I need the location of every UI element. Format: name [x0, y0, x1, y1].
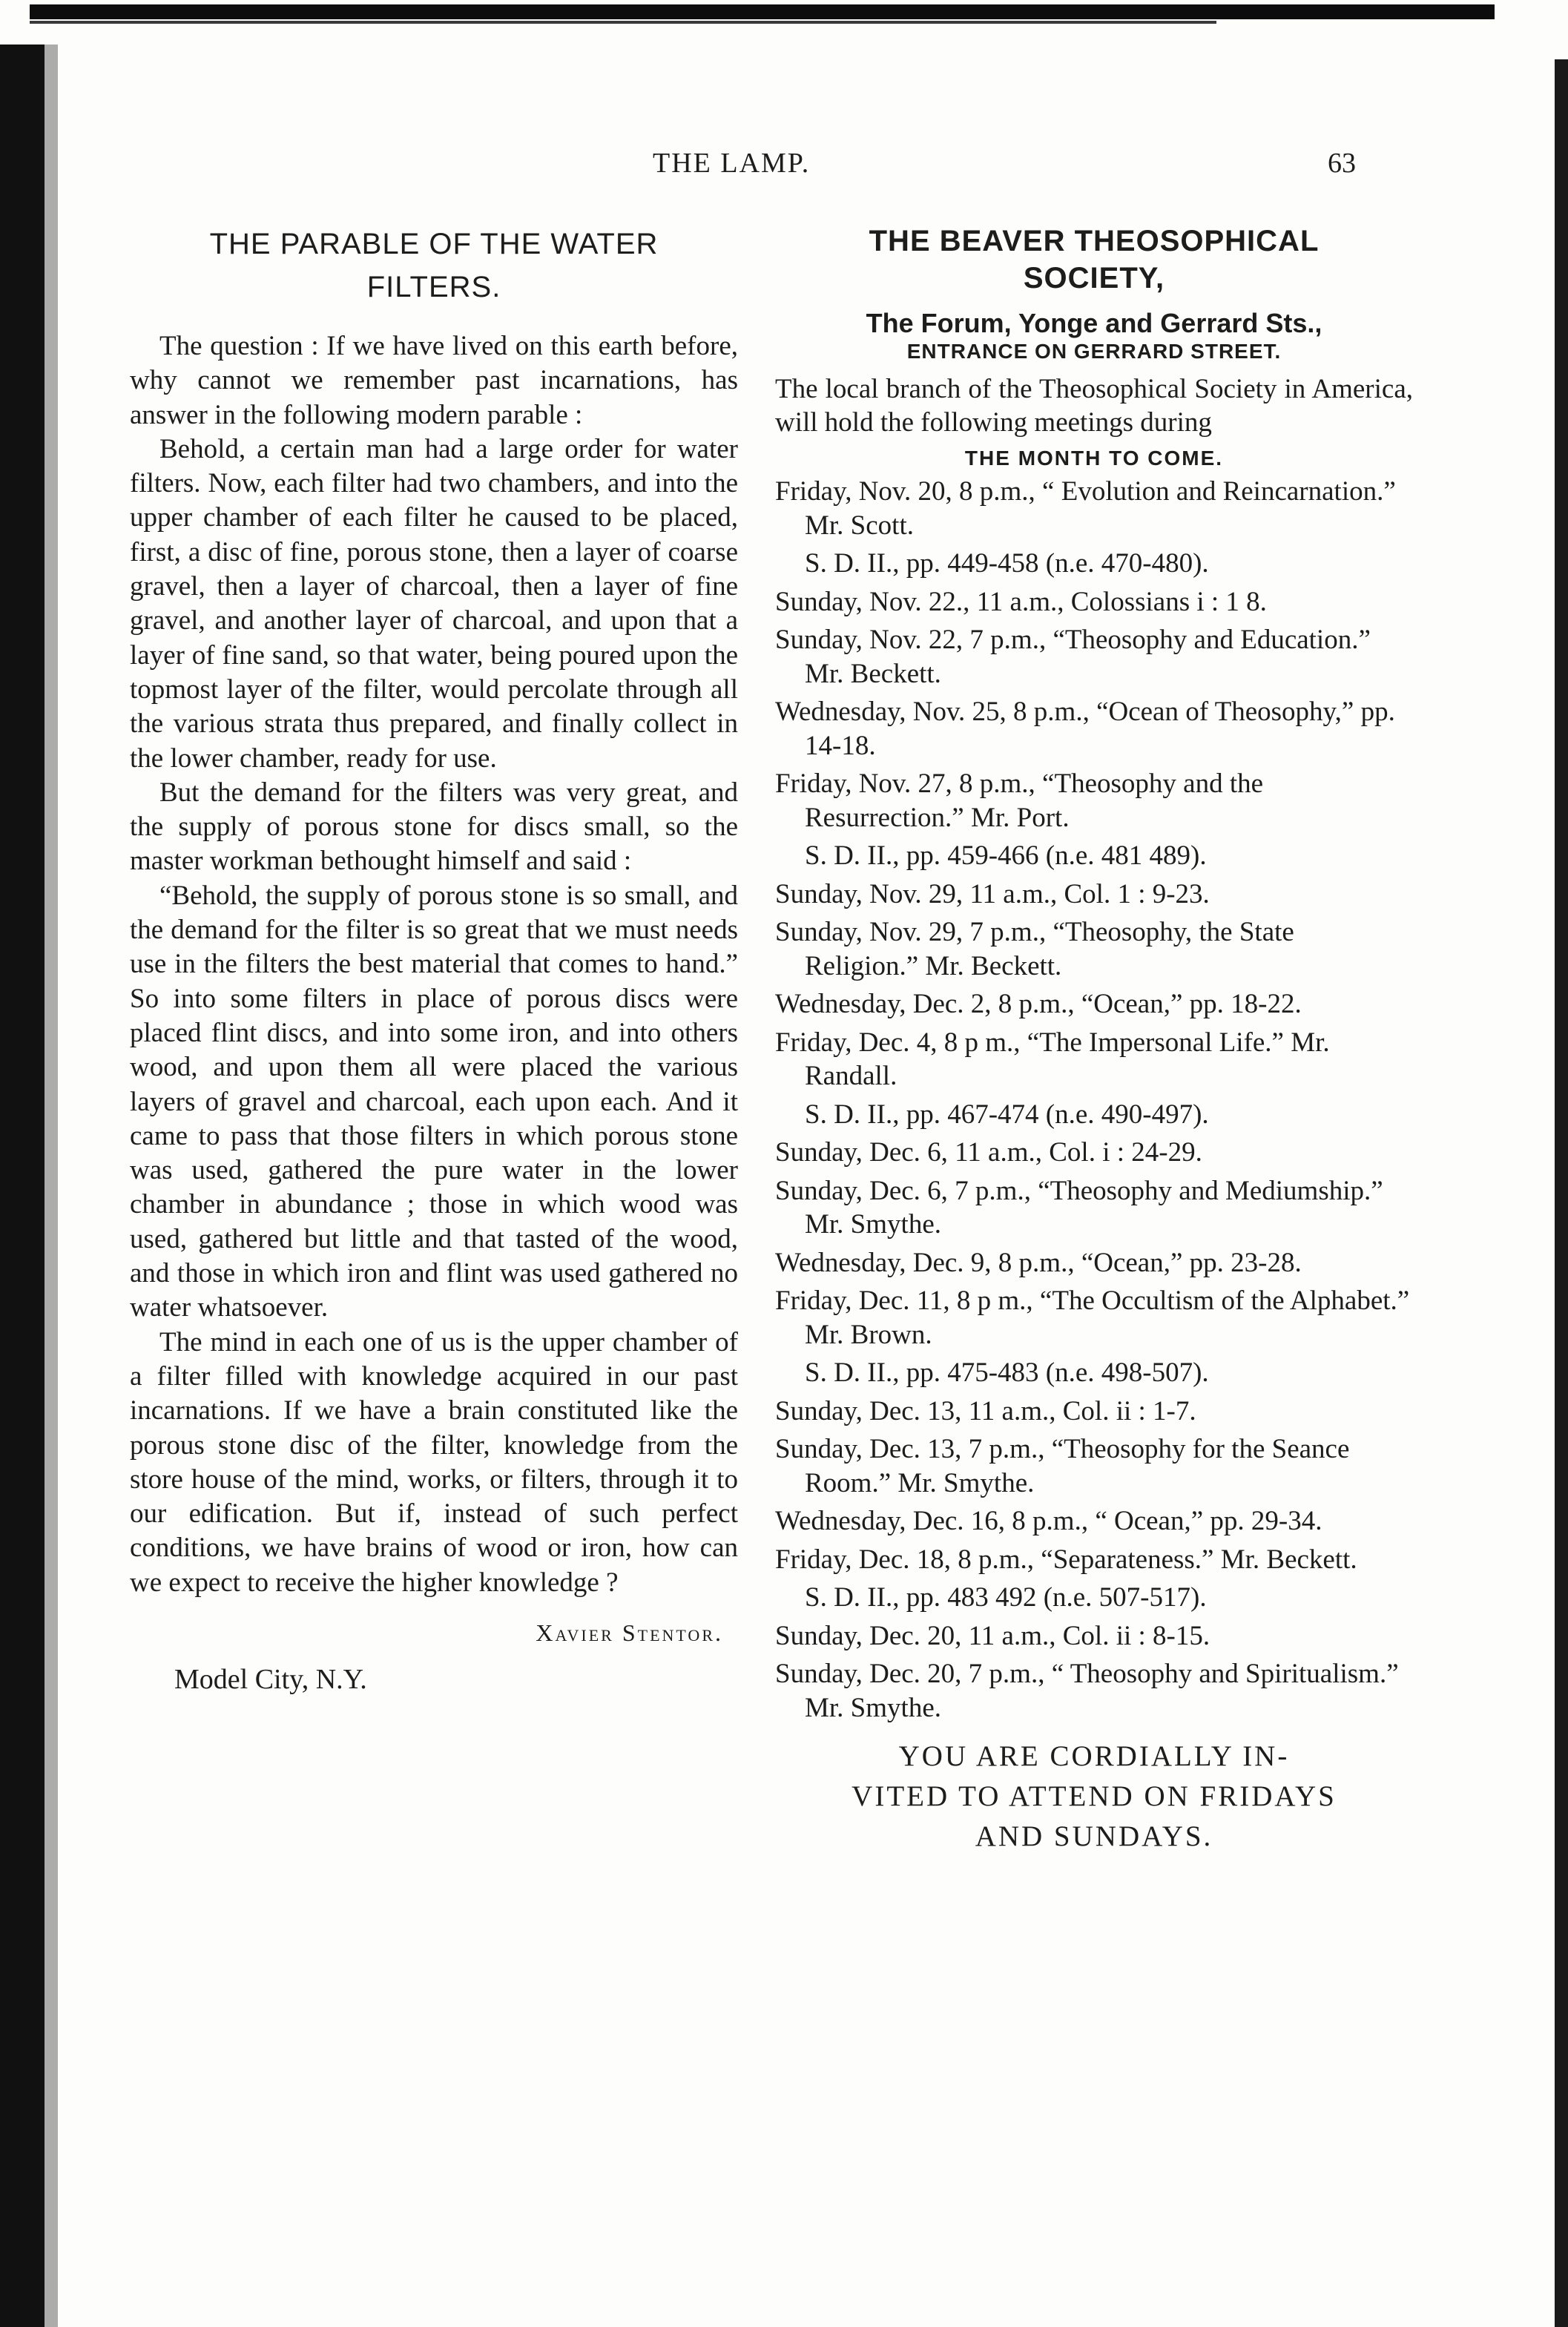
schedule-entry: S. D. II., pp. 467-474 (n.e. 490-497).: [805, 1099, 1209, 1130]
invitation-line: AND SUNDAYS.: [975, 1820, 1213, 1852]
right-page-edge: [1555, 59, 1568, 2327]
invitation: [775, 1737, 1413, 1857]
schedule-entry: Wednesday, Dec. 16, 8 p.m., “ Ocean,” pp. 29-34.: [775, 1506, 1322, 1536]
article-paragraph: The question : If we have lived on this earth before, why cannot we remember past incarnations, has answer in the following modern parable :: [130, 331, 738, 430]
schedule-entry: Sunday, Dec. 13, 11 a.m., Col. ii : 1-7.: [775, 1395, 1196, 1426]
schedule-entry: Sunday, Dec. 13, 7 p.m., “Theosophy for the Seance Room.” Mr. Smythe.: [775, 1434, 1350, 1498]
schedule-entry: Friday, Nov. 27, 8 p.m., “Theosophy and the Resurrection.” Mr. Port.: [775, 768, 1264, 833]
top-border-rule-thin: [30, 21, 1216, 24]
meeting-schedule: [775, 475, 1413, 1725]
author-signature: Xavier Stentor.: [536, 1619, 723, 1646]
article-title: [130, 223, 738, 309]
schedule-entry: Sunday, Nov. 29, 7 p.m., “Theosophy, the State Religion.” Mr. Beckett.: [775, 917, 1294, 981]
left-binding-shadow: [45, 45, 58, 2327]
author-place: Model City, N.Y.: [174, 1663, 367, 1695]
venue-line: The Forum, Yonge and Gerrard Sts.,: [866, 308, 1322, 338]
month-heading: THE MONTH TO COME.: [964, 447, 1224, 470]
society-title: [775, 223, 1413, 297]
schedule-entry: Sunday, Dec. 20, 7 p.m., “ Theosophy and Spiritualism.” Mr. Smythe.: [775, 1659, 1399, 1723]
schedule-entry: Friday, Nov. 20, 8 p.m., “ Evolution and Reincarnation.” Mr. Scott.: [775, 476, 1396, 541]
right-column: [775, 223, 1413, 1857]
schedule-entry: Sunday, Dec. 6, 7 p.m., “Theosophy and Mediumship.” Mr. Smythe.: [775, 1175, 1383, 1240]
society-title-line-1: THE BEAVER THEOSOPHICAL: [869, 225, 1320, 257]
schedule-entry: Friday, Dec. 4, 8 p m., “The Impersonal Life.” Mr. Randall.: [775, 1027, 1330, 1091]
schedule-entry: Sunday, Nov. 29, 11 a.m., Col. 1 : 9-23.: [775, 878, 1210, 909]
left-column: [130, 223, 738, 1696]
schedule-entry: Sunday, Dec. 20, 11 a.m., Col. ii : 8-15.: [775, 1620, 1210, 1651]
invitation-line: YOU ARE CORDIALLY IN-: [898, 1740, 1290, 1772]
schedule-entry: Friday, Dec. 11, 8 p m., “The Occultism of the Alphabet.” Mr. Brown.: [775, 1286, 1410, 1350]
invitation-line: VITED TO ATTEND ON FRIDAYS: [851, 1780, 1337, 1812]
article-paragraph: But the demand for the filters was very great, and the supply of porous stone for discs small, so the master workman bethought himself and said :: [130, 777, 738, 877]
schedule-entry: S. D. II., pp. 449-458 (n.e. 470-480).: [805, 548, 1209, 579]
running-title: THE LAMP.: [653, 148, 811, 179]
schedule-entry: Wednesday, Dec. 9, 8 p.m., “Ocean,” pp. 23-28.: [775, 1247, 1302, 1278]
entrance-line: ENTRANCE ON GERRARD STREET.: [906, 340, 1282, 363]
article-paragraph: The mind in each one of us is the upper chamber of a filter filled with knowledge acquired in our past incarnations. If we have a brain constituted like the porous stone disc of the filter, knowledge from the store house of the mind, works, or filters, through it to our edification. But if, instead of such perfect conditions, we have brains of wood or iron, how can we expect to receive the higher knowledge ?: [130, 1326, 738, 1598]
intro-text: The local branch of the Theosophical Society in America, will hold the following meetings during: [775, 374, 1413, 438]
article-title-line-1: THE PARABLE OF THE WATER: [209, 228, 659, 260]
top-border-rule: [30, 4, 1495, 19]
article-body: [130, 329, 738, 1600]
schedule-entry: S. D. II., pp. 483 492 (n.e. 507-517).: [805, 1582, 1207, 1613]
schedule-entry: S. D. II., pp. 475-483 (n.e. 498-507).: [805, 1357, 1209, 1388]
article-paragraph: “Behold, the supply of porous stone is so small, and the demand for the filter is so great that we must needs use in the filters the best material that comes to hand.” So into some filters in place of porous discs were placed flint discs, and into some iron, and into others wood, and upon them all were placed the various layers of gravel and charcoal, each upon each. And it came to pass that those filters in which porous stone was used, gathered the pure water in the lower chamber in abundance ; those in which wood was used, gathered but little and that tasted of the wood, and those in which iron and flint was used gathered no water whatsoever.: [130, 880, 738, 1323]
left-binding-edge: [0, 45, 45, 2327]
page-number: 63: [1328, 148, 1356, 179]
schedule-entry: Wednesday, Dec. 2, 8 p.m., “Ocean,” pp. 18-22.: [775, 989, 1302, 1019]
schedule-entry: Friday, Dec. 18, 8 p.m., “Separateness.” Mr. Beckett.: [775, 1544, 1357, 1575]
article-paragraph: Behold, a certain man had a large order for water filters. Now, each filter had two chambers, and into the upper chamber of each filter he caused to be placed, first, a disc of fine, porous stone, then a layer of coarse gravel, then a layer of charcoal, then a layer of fine gravel, and another layer of charcoal, and upon that a layer of fine sand, so that water, being poured upon the topmost layer of the filter, would percolate through all the various strata thus prepared, and finally collect in the lower chamber, ready for use.: [130, 433, 738, 774]
schedule-entry: Sunday, Dec. 6, 11 a.m., Col. i : 24-29.: [775, 1137, 1202, 1168]
schedule-entry: Sunday, Nov. 22, 7 p.m., “Theosophy and Education.” Mr. Beckett.: [775, 625, 1371, 689]
society-title-line-2: SOCIETY,: [1023, 262, 1165, 294]
article-title-line-2: FILTERS.: [366, 271, 501, 303]
schedule-entry: Sunday, Nov. 22., 11 a.m., Colossians i : 1 8.: [775, 586, 1267, 617]
schedule-entry: S. D. II., pp. 459-466 (n.e. 481 489).: [805, 840, 1207, 871]
schedule-entry: Wednesday, Nov. 25, 8 p.m., “Ocean of Theosophy,” pp. 14-18.: [775, 697, 1395, 761]
